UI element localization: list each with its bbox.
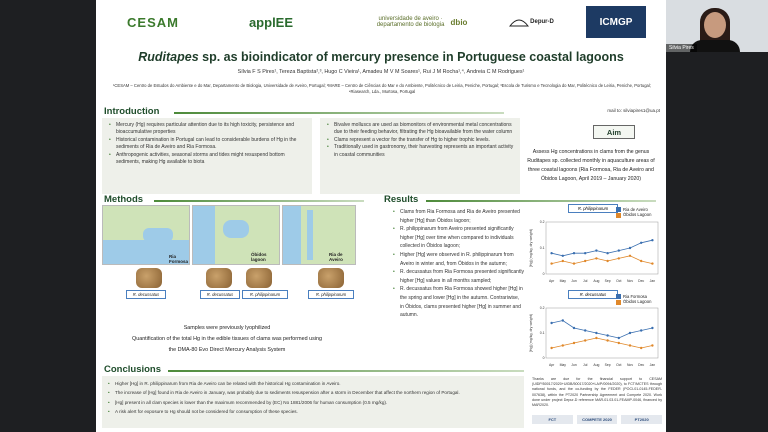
x-tick-label: Apr [548,363,555,367]
cesam-logo: CESAM [127,14,179,30]
list-item: • R. decussatus from Ria Formosa showed higher [Hg] in the spring and lower [Hg] in the autumn. Contrariwise, in Óbidos, clams presented higher [Hg] in summer and autumn. [392,285,524,319]
applee-logo: applEE [248,14,294,30]
webcam-person-body [690,40,740,52]
list-item: • Traditionally used in gastronomy, their harvesting represents an important activity in coastal communities [326,144,514,159]
chart-1-title: R. philippinarum [568,204,618,213]
x-tick-label: Jun [571,279,577,283]
data-point [606,339,608,341]
introduction-left-box [102,118,312,194]
x-tick-label: Nov [626,279,634,283]
data-point [629,255,631,257]
legend-label: Ria Formosa [623,294,647,299]
data-point [606,252,608,254]
x-tick-label: Jan [649,363,656,367]
data-point [573,342,575,344]
x-tick-label: Aug [593,279,600,283]
x-tick-label: Jan [649,279,656,283]
x-tick-label: Oct [616,363,622,367]
y-tick-label: 0 [542,356,545,361]
data-point [651,262,653,264]
list-item: • Higher [Hg] in R. philippinarum from Ria de Aveiro can be related with the historical Hg contamination in Aveiro. [107,379,519,388]
data-point [584,260,586,262]
list-item: • [Hg] present in all clam species is lower than the maximum recommended by (EC) No 1881/2006 for human consumption (0.5 mg/kg). [107,398,519,407]
data-point [562,319,564,321]
x-tick-label: Nov [626,363,634,367]
data-point [550,262,552,264]
map-label: Ria de Aveiro [329,252,343,262]
methods-text-line: the DMA-80 Evo Direct Mercury Analysis System [168,347,286,353]
data-point [606,260,608,262]
introduction-left-list [108,122,306,166]
x-tick-label: Sep [604,279,611,283]
data-point [629,344,631,346]
data-point [595,257,597,259]
data-point [595,337,597,339]
map-water [193,206,215,265]
poster-title-genus: Ruditapes [138,50,199,64]
x-tick-label: Aug [593,363,600,367]
conclusions-box [102,376,524,428]
conclusions-divider [168,370,524,372]
map-ria-de-aveiro [282,205,356,265]
data-point [562,255,564,257]
funder-logo: FCT [532,415,573,424]
methods-heading: Methods [104,194,144,205]
data-point [651,239,653,241]
icmgp-logo: ICMGP [586,6,646,38]
x-tick-label: Jun [571,363,577,367]
data-point [651,327,653,329]
map-label: Ria Formosa [169,254,189,264]
list-item: • Higher [Hg] were observed in R. philippinarum from Aveiro in winter and, from Óbidos in the autumn; [392,251,524,268]
results-divider [426,200,656,202]
data-point [651,344,653,346]
results-items [392,208,524,320]
x-tick-label: May [559,363,567,367]
clam-photo [318,268,344,288]
depur-logo [501,6,561,38]
y-tick-label: 0.1 [539,331,545,336]
aim-text [526,148,656,184]
data-point [629,247,631,249]
methods-text-line: Quantification of the total Hg in the edible tissues of clams was performed using [132,336,322,342]
map-water [283,206,301,265]
methods-divider [154,200,364,202]
data-point [584,252,586,254]
data-point [595,332,597,334]
x-tick-label: Jul [583,363,588,367]
poster-affiliations: ¹CESAM – Centro de Estudos do Ambiente e do Mar, Departamento de Biologia, Universidade de Aveiro, Portugal; ²MARE – Centro de Ciências do Mar e do Ambiente, Politécnico de Leiria, Peniche, Portugal; ³Escola de Turismo e Tecnologia do Mar, Politécnico de Leiria, Peniche, Portugal; ⁴Riasearch, Lda., Murtosa, Portugal [112,83,651,94]
species-label: R. philippinarum [242,290,288,299]
dbio-logo: dbio [450,17,468,27]
list-item: • Mercury (Hg) requires particular attention due to its high toxicity, persistence and bioaccumulative properties [108,122,306,137]
chart-r-decussatus [528,302,662,370]
list-item: • R. decussatus from Ria Formosa presented significantly higher [Hg] values in all months sampled; [392,268,524,285]
webcam-name-tag: Silvia Pires [666,44,697,52]
logo-bar [96,4,666,40]
data-point [573,262,575,264]
aim-text-line: three coastal lagoons (Ria Formosa, Ria de Aveiro and [528,167,654,173]
list-item: • The increase of [Hg] found in Ria de Aveiro in January, was probably due to sediments resuspension after a storm in December that affect the northern region of Portugal. [107,388,519,397]
results-heading: Results [384,194,419,205]
conclusions-list [107,379,519,417]
map-water [143,228,173,242]
legend-label: Óbidos Lagoon [623,299,652,305]
x-tick-label: Oct [616,279,622,283]
y-axis-label: [Hg] (mg/kg, dry weight) [529,228,533,268]
data-point [618,257,620,259]
data-point [640,242,642,244]
x-tick-label: Jul [583,279,588,283]
poster-title-rest: sp. as bioindicator of mercury presence in Portuguese coastal lagoons [198,50,624,64]
data-point [550,347,552,349]
poster-slide [96,0,666,432]
data-point [573,327,575,329]
funder-logo: COMPETE 2020 [577,415,618,424]
x-tick-label: Dec [638,279,645,283]
methods-text [102,323,352,356]
chart-2-title: R. decussatus [568,290,618,299]
map-label: Óbidos lagoon [251,252,267,262]
data-point [640,260,642,262]
clam-photo [206,268,232,288]
list-item: • Bivalve molluscs are used as biomonitors of environmental metal concentrations due to their feeding behavior, filtrating the Hg bioavailable from the water column [326,122,514,137]
x-tick-label: May [559,279,567,283]
list-item: • R. philippinarum from Aveiro presented significantly higher [Hg] over time when compared to individuals collected in Óbidos lagoon; [392,225,524,251]
data-point [618,337,620,339]
webcam-person-face [704,12,726,38]
list-item: • Historical contamination in Portugal can lead to considerable burdens of Hg in the sediments of Ria de Aveiro and Ria Formosa. [108,137,306,152]
poster-title [96,50,666,64]
methods-text-line: Samples were previously lyophilized [183,325,271,331]
data-point [562,260,564,262]
depur-clam-icon [508,14,530,30]
y-tick-label: 0.1 [539,246,545,251]
introduction-heading: Introduction [104,106,160,117]
funder-logo: PT2020 [621,415,662,424]
aim-text-line: Assess Hg concentrations in clams from the genus [532,149,650,155]
introduction-divider [174,112,504,114]
map-water [223,220,249,238]
poster-authors: Sílvia F S Pires¹, Tereza Baptista²,³, Hugo C Vieira¹, Amadeu M V M Soares¹, Rui J M Rocha¹,⁴, Andreia C M Rodrigues¹ [237,69,525,75]
clam-photo [136,268,162,288]
acknowledgements: Thanks are due for the financial support to CESAM (UIDP/50017/2020+UIDB/50017/2020+LA/P/0094/2020), to FCT/MCTES through national funds, and the co-funding by the FEDER (POCI-01-0145-FEDER-007638), within the PT2020 Partnership Agreement and Compete 2020. Work done under project Depur-D reference MAR-01.03.01-FEAMP-0046, financed by MAR2020. [532,377,662,408]
clam-photo [246,268,272,288]
aim-text-line: Óbidos Lagoon, April 2019 – January 2020) [540,176,642,182]
data-point [606,334,608,336]
species-label: R. decussatus [126,290,166,299]
aim-label: Aim [593,125,635,139]
data-point [584,329,586,331]
data-point [550,252,552,254]
funder-logos [532,413,662,425]
ua-logo [366,6,476,38]
y-tick-label: 0 [542,272,545,277]
contact-email: mail to: silviapires1@ua.pt [607,108,660,113]
map-water [307,210,313,260]
x-tick-label: Dec [638,363,645,367]
data-point [640,347,642,349]
data-point [640,329,642,331]
plot-area [546,308,658,358]
data-point [618,249,620,251]
data-point [584,339,586,341]
data-point [562,344,564,346]
plot-area [546,222,658,274]
list-item: • Clams represent a vector for the transfer of Hg to higher trophic levels. [326,137,514,144]
conclusions-heading: Conclusions [104,364,162,375]
data-point [550,322,552,324]
introduction-right-box [320,118,520,194]
chart-r-philippinarum [528,216,662,286]
data-point [618,342,620,344]
species-label: R. decussatus [200,290,240,299]
ua-logo-text: universidade de aveiro · departamento de biologia [376,16,445,28]
x-tick-label: Apr [548,279,555,283]
data-point [629,332,631,334]
list-item: • Clams from Ria Formosa and Ria de Aveiro presented higher [Hg] than Óbidos lagoon; [392,208,524,225]
y-tick-label: 0.2 [539,220,545,225]
introduction-right-list [326,122,514,159]
results-list [392,208,524,320]
list-item: • Anthropogenic activities, seasonal storms and tides might resuspend bottom sediments, making Hg available to biota [108,152,306,167]
list-item: • A risk alert for exposure to Hg should not be considered for consumption of these species. [107,407,519,416]
x-tick-label: Sep [604,363,611,367]
aim-text-line: Ruditapes sp. collected monthly in aquaculture areas of [527,158,655,164]
data-point [573,252,575,254]
y-tick-label: 0.2 [539,306,545,311]
map-ria-formosa [102,205,190,265]
legend-label: Óbidos Lagoon [623,212,652,218]
y-axis-label: [Hg] (mg/kg, dry weight) [529,313,533,353]
depur-logo-text: Depur-D [530,19,554,25]
species-label: R. philippinarum [308,290,354,299]
legend-label: Ria de Aveiro [623,207,648,212]
data-point [595,249,597,251]
map-obidos [192,205,280,265]
